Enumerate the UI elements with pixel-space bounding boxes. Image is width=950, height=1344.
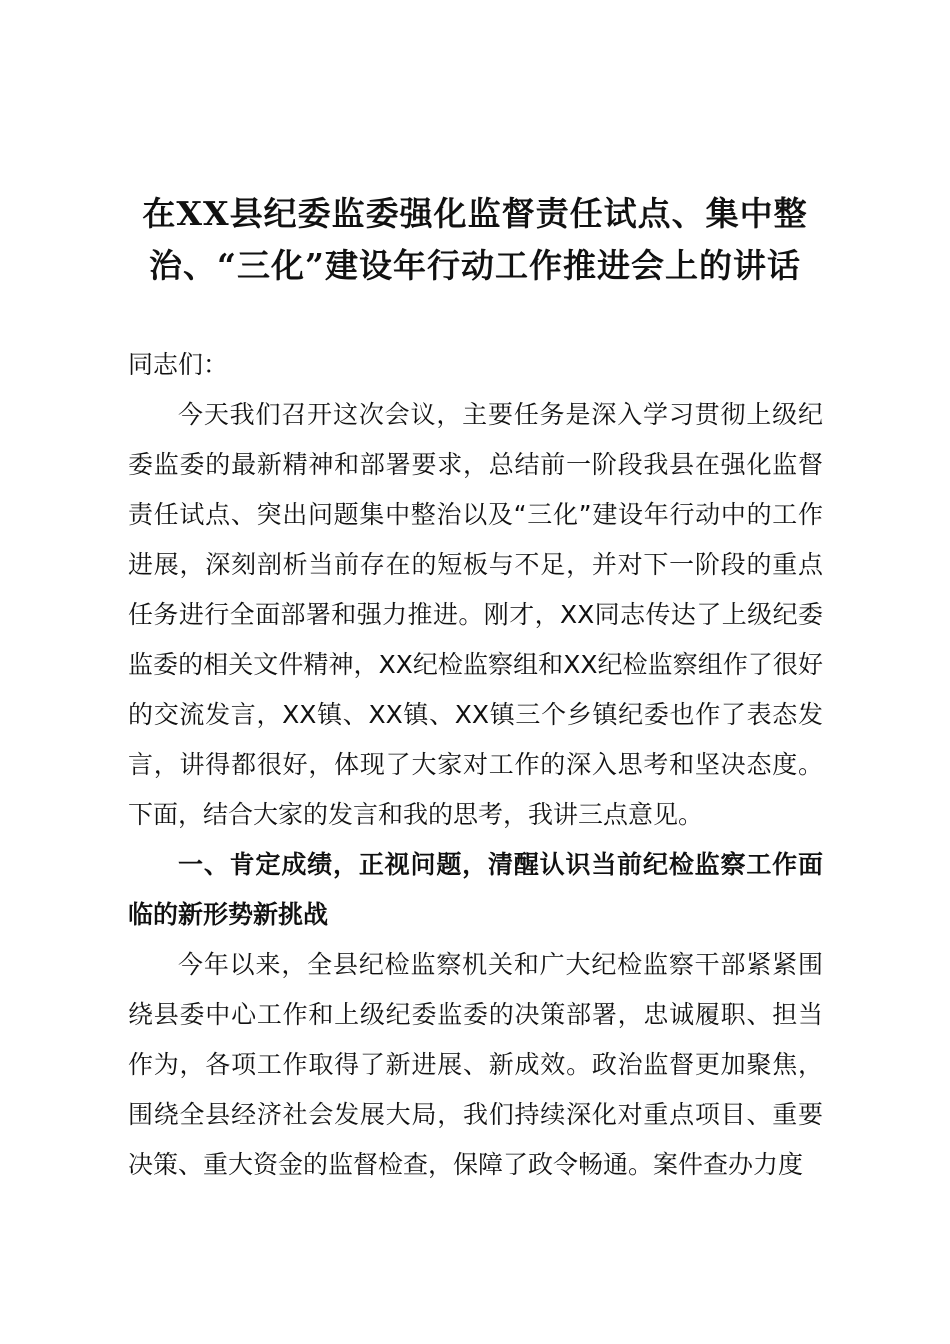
document-title [120,188,830,292]
document-body [128,340,823,1190]
paragraph-opening: 今天我们召开这次会议，主要任务是深入学习贯彻上级纪委监委的最新精神和部署要求，总结前一阶段我县在强化监督责任试点、突出问题集中整治以及“三化”建设年行动中的工作进展，深刻剖析当前存在的短板与不足，并对下一阶段的重点任务进行全面部署和强力推进。刚才，XX同志传达了上级纪委监委的相关文件精神，XX纪检监察组和XX纪检监察组作了很好的交流发言，XX镇、XX镇、XX镇三个乡镇纪委也作了表态发言，讲得都很好，体现了大家对工作的深入思考和坚决态度。下面，结合大家的发言和我的思考，我讲三点意见。 [128,400,823,829]
salutation: 同志们： [128,350,229,379]
title-line-2: 治、“三化”建设年行动工作推进会上的讲话 [149,246,801,285]
paragraph-section-1: 今年以来，全县纪检监察机关和广大纪检监察干部紧紧围绕县委中心工作和上级纪委监委的决策部署，忠诚履职、担当作为，各项工作取得了新进展、新成效。政治监督更加聚焦，围绕全县经济社会发展大局，我们持续深化对重点项目、重要决策、重大资金的监督检查，保障了政令畅通。案件查办力度 [128,950,823,1179]
section-heading-1: 一、肯定成绩，正视问题，清醒认识当前纪检监察工作面临的新形势新挑战 [128,850,823,929]
title-line-1: 在XX县纪委监委强化监督责任试点、集中整 [142,194,808,233]
